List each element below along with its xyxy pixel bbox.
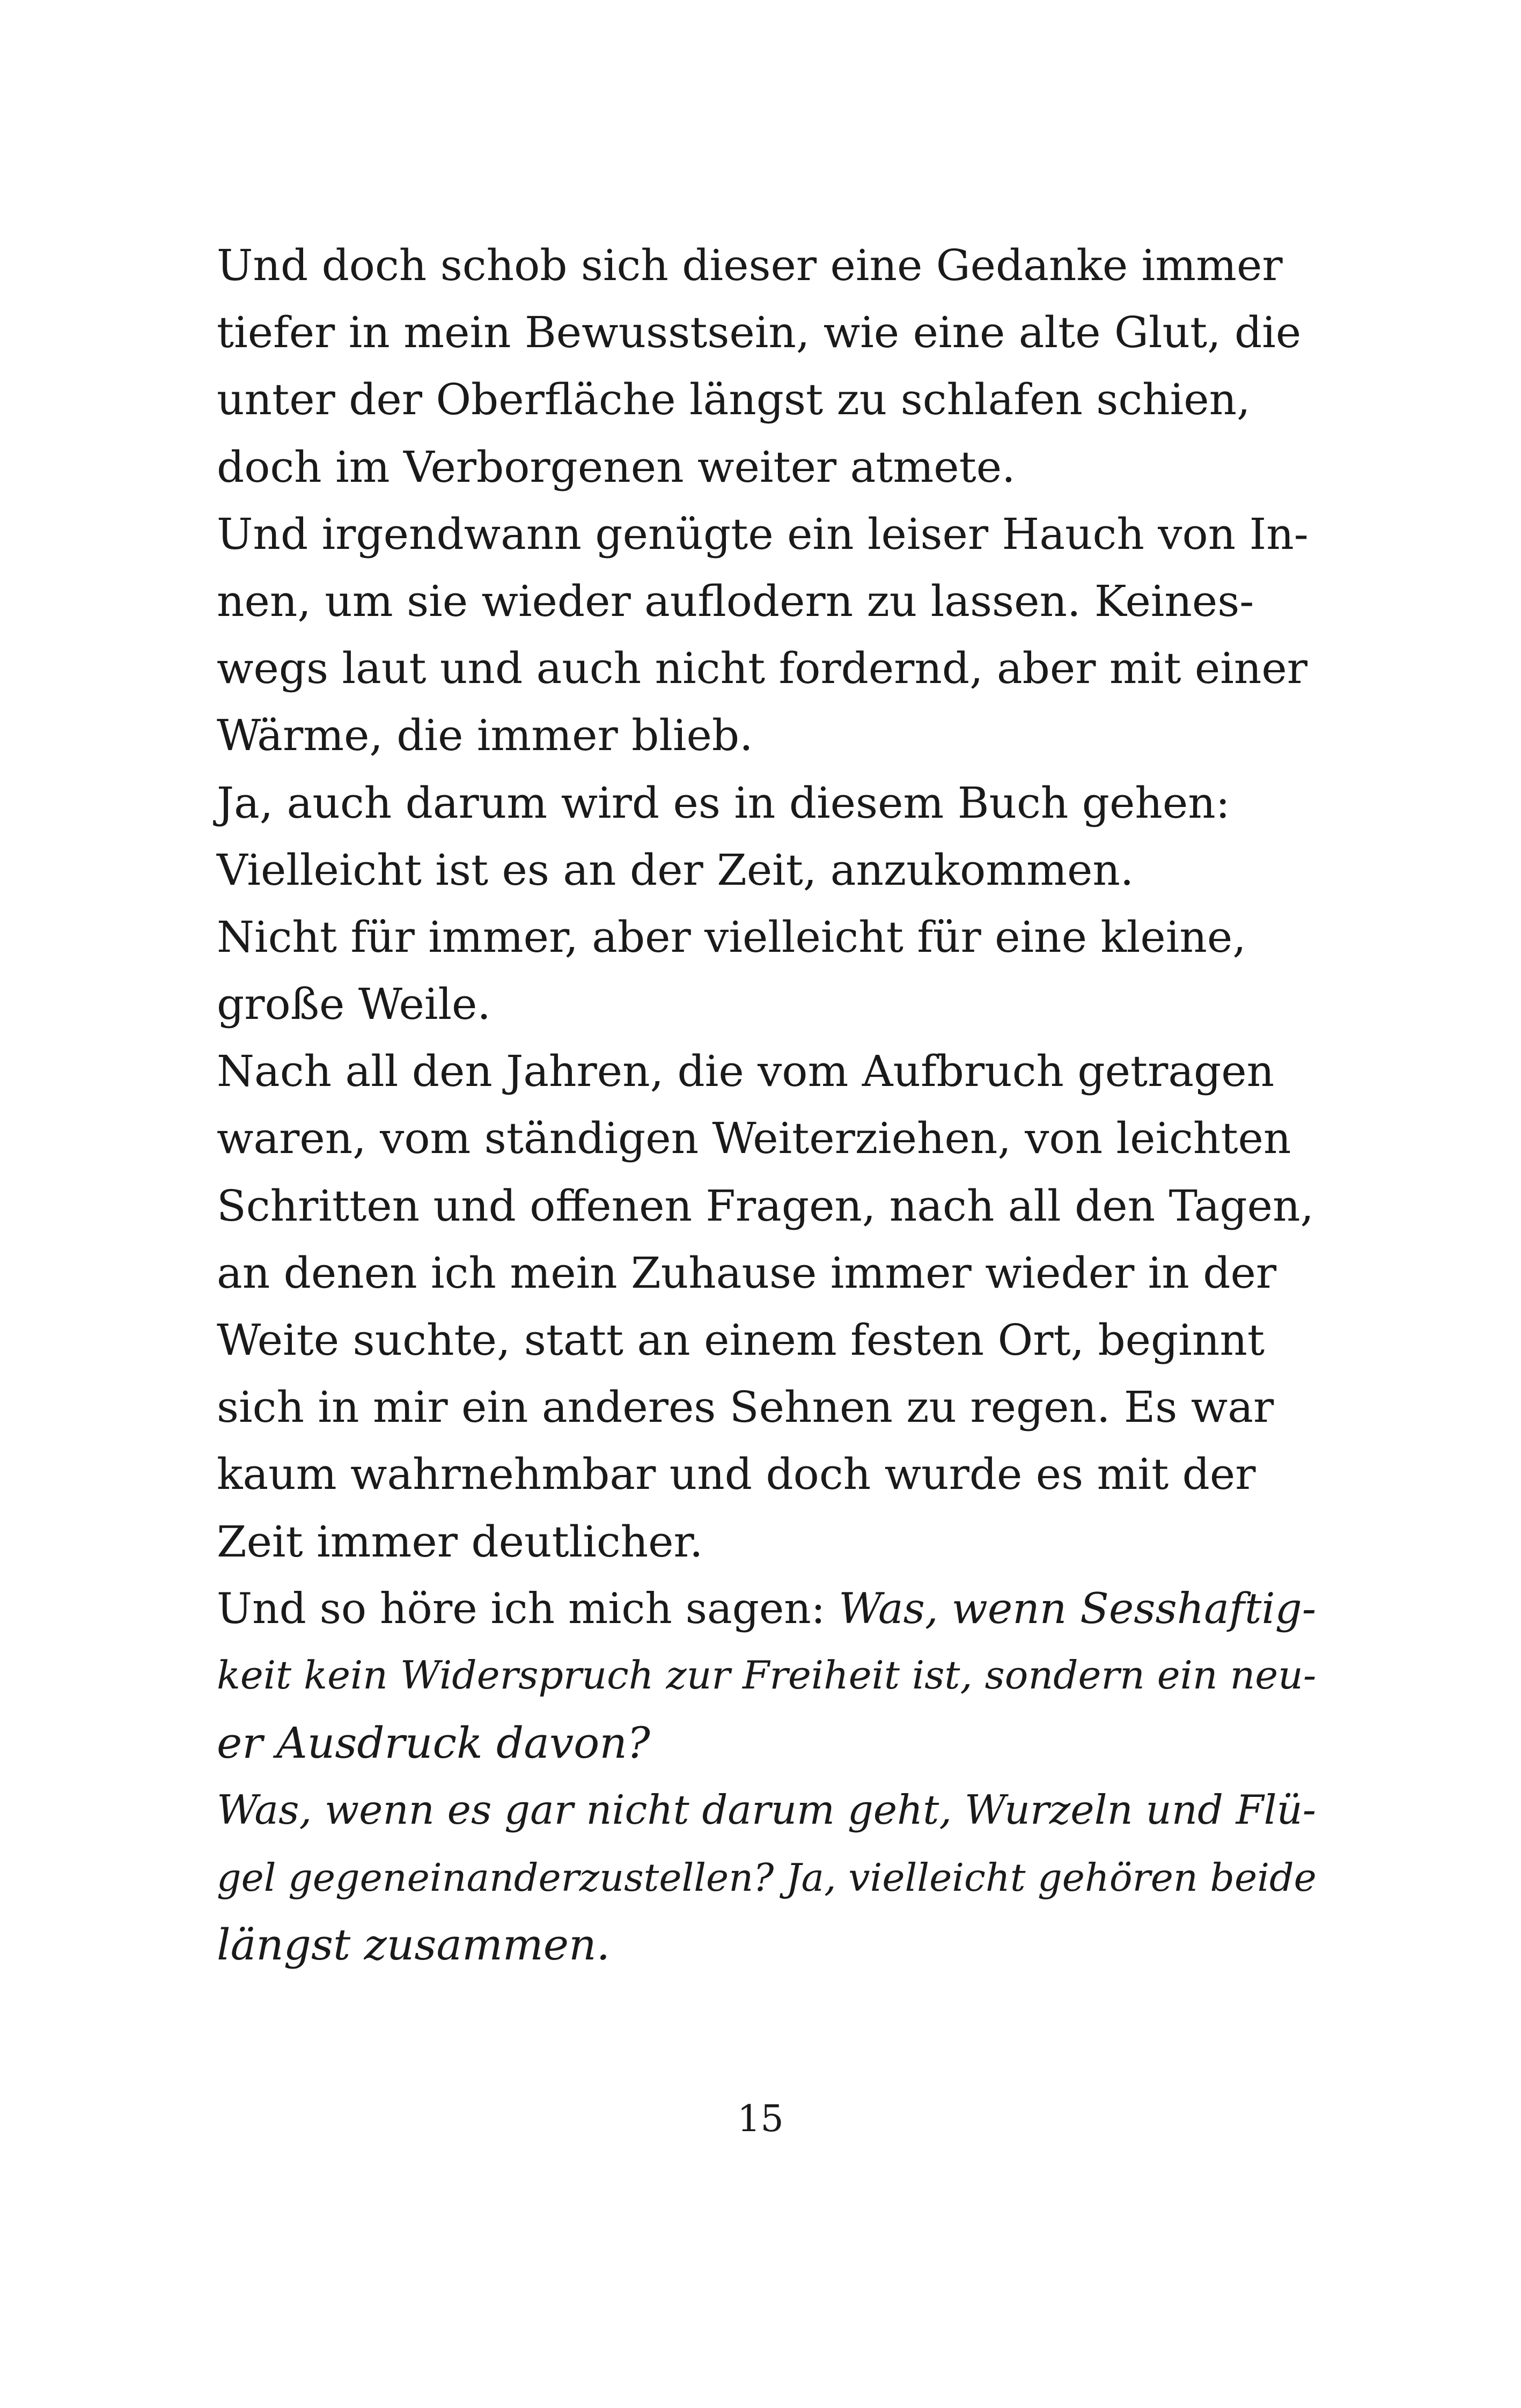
text-line: große Weile. bbox=[217, 979, 491, 1030]
italic-text-line: gel gegeneinanderzustellen? Ja, vielleicht gehören beide bbox=[217, 1855, 1317, 1900]
text-line: Ja, auch darum wird es in diesem Buch gehen: bbox=[217, 777, 1230, 828]
mixed-text-line bbox=[217, 1575, 1322, 1642]
text-line: sich in mir ein anderes Sehnen zu regen. Es war bbox=[217, 1382, 1274, 1433]
text-line: kaum wahrnehmbar und doch wurde es mit der bbox=[217, 1449, 1256, 1500]
text-line: Zeit immer deutlicher. bbox=[217, 1516, 703, 1567]
text-line: tiefer in mein Bewusstsein, wie eine alte Glut, die bbox=[217, 307, 1302, 358]
text-line: Und irgendwann genügte ein leiser Hauch von In- bbox=[217, 509, 1309, 559]
italic-text-line: keit kein Widerspruch zur Freiheit ist, sondern ein neu- bbox=[217, 1653, 1317, 1698]
text-line: Schritten und offenen Fragen, nach all den Tagen, bbox=[217, 1180, 1314, 1231]
text-line: Und doch schob sich dieser eine Gedanke immer bbox=[217, 240, 1283, 290]
text-line: nen, um sie wieder auflodern zu lassen. Keines- bbox=[217, 576, 1254, 626]
text-line: Nach all den Jahren, die vom Aufbruch getragen bbox=[217, 1046, 1275, 1097]
text-line: doch im Verborgenen weiter atmete. bbox=[217, 442, 1016, 492]
page-number: 15 bbox=[737, 2098, 784, 2140]
text-line: wegs laut und auch nicht fordernd, aber mit einer bbox=[217, 643, 1307, 694]
text-line: Weite suchte, statt an einem festen Ort, beginnt bbox=[217, 1315, 1265, 1365]
text-line: an denen ich mein Zuhause immer wieder in der bbox=[217, 1247, 1277, 1298]
text-line: Wärme, die immer blieb. bbox=[217, 710, 753, 761]
text-line: Nicht für immer, aber vielleicht für eine kleine, bbox=[217, 912, 1246, 962]
italic-text-line: er Ausdruck davon? bbox=[217, 1718, 650, 1768]
body-text bbox=[217, 232, 1322, 1978]
italic-text-line: Was, wenn es gar nicht darum geht, Wurzeln und Flü- bbox=[217, 1787, 1317, 1834]
text-line: Vielleicht ist es an der Zeit, anzukommen. bbox=[217, 845, 1134, 895]
text-line: unter der Oberfläche längst zu schlafen schien, bbox=[217, 375, 1251, 425]
text-line: waren, vom ständigen Weiterziehen, von leichten bbox=[217, 1113, 1291, 1164]
roman-text: Und so höre ich mich sagen: bbox=[217, 1584, 839, 1633]
italic-text-line: längst zusammen. bbox=[217, 1919, 611, 1970]
italic-text: Was, wenn Sesshaftig- bbox=[839, 1584, 1317, 1633]
